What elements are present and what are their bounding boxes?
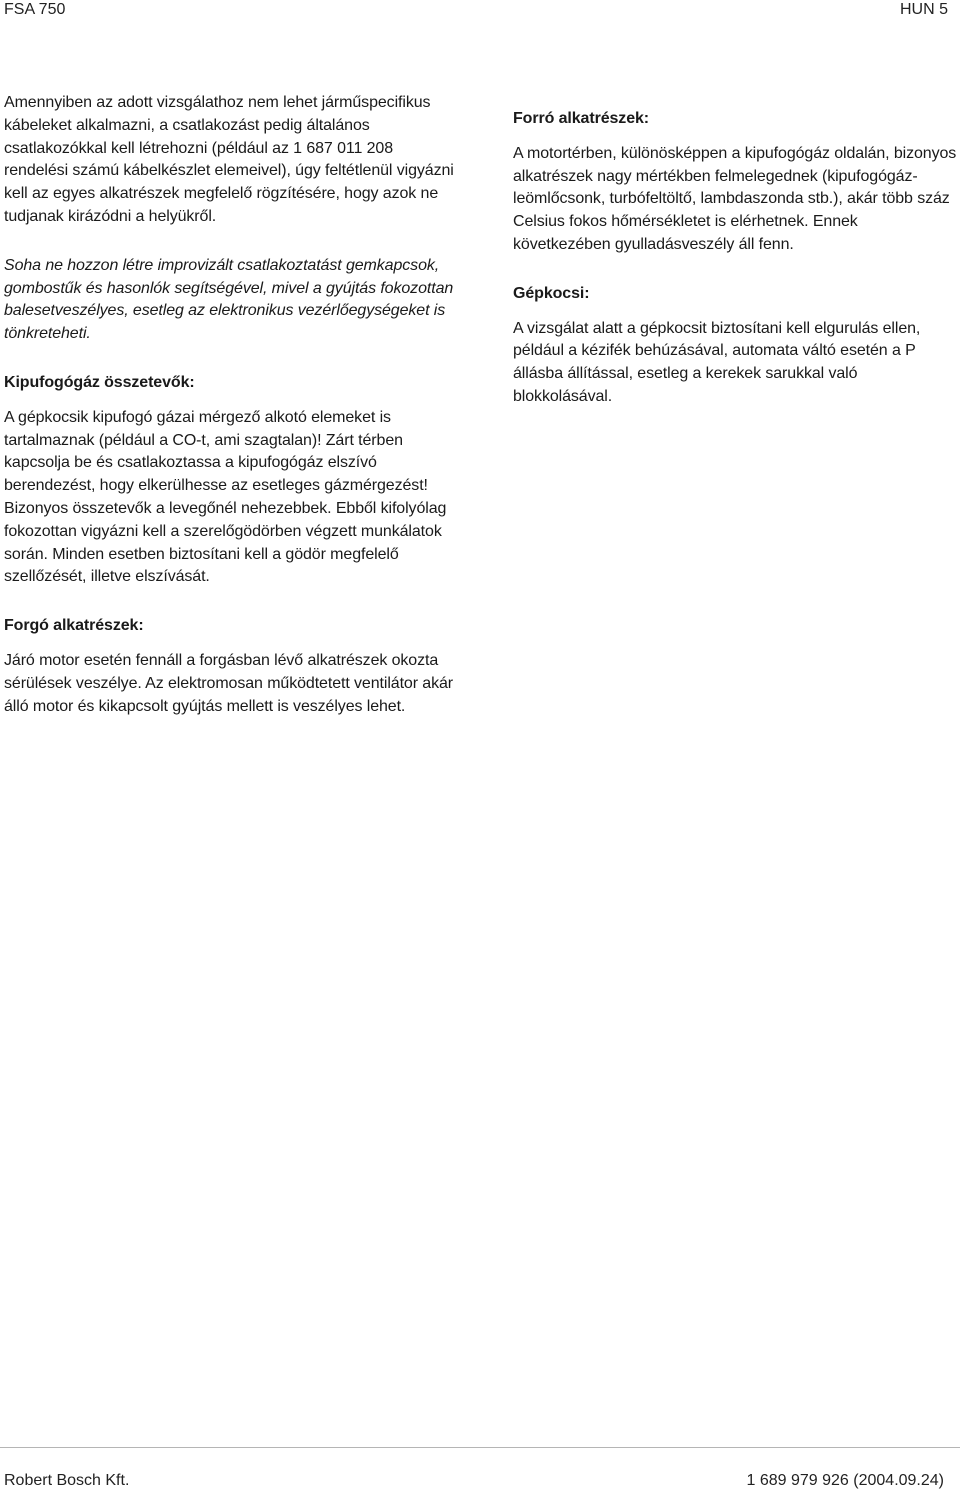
hot-parts-paragraph: A motortérben, különösképpen a kipufogógáz oldalán, bizonyos alkatrészek nagy mértékben felmelegednek (kipufogógáz-leömlőcsonk, turbófeltöltő, lambdaszonda stb.), akár több száz Celsius fokos hőmérsékletet is elérhetnek. Ennek következében gyulladásveszély áll fenn.: [513, 144, 957, 253]
exhaust-heading: Kipufogógáz összetevők:: [4, 373, 195, 391]
vehicle-heading: Gépkocsi:: [513, 284, 590, 302]
rotating-parts-paragraph: Járó motor esetén fennáll a forgásban lévő alkatrészek okozta sérülések veszélye. Az elektromosan működtetett ventilátor akár álló motor és kikapcsolt gyújtás mellett is veszélyes lehet.: [4, 651, 454, 715]
left-column: [4, 92, 454, 744]
footer-divider: [0, 1447, 960, 1448]
footer-document-number: 1 689 979 926 (2004.09.24): [746, 1472, 944, 1489]
exhaust-paragraph: A gépkocsik kipufogó gázai mérgező alkotó elemeket is tartalmaznak (például a CO-t, ami szagtalan)! Zárt térben kapcsolja be és csatlakoztassa a kipufogógáz elszívó berendezést, hogy elkerülhesse az esetleges gázmérgezést! Bizonyos összetevők a levegőnél nehezebbek. Ebből kifolyólag fokozottan vigyázni kell a szerelőgödörben végzett munkálatok során. Minden esetben biztosítani kell a gödör megfelelő szellőzését, illetve elszívását.: [4, 408, 447, 586]
right-column: [513, 108, 958, 435]
footer-company: Robert Bosch Kft.: [4, 1472, 130, 1489]
vehicle-paragraph: A vizsgálat alatt a gépkocsit biztosítani kell elgurulás ellen, például a kézifék behúzásával, automata váltó esetén a P állásba állítással, esetleg a kerekek sarukkal való blokkolásával.: [513, 319, 921, 405]
warning-paragraph: Soha ne hozzon létre improvizált csatlakoztatást gemkapcsok, gombostűk és hasonlók segítségével, mivel a gyújtás fokozottan balesetveszélyes, esetleg az elektronikus vezérlőegységeket is tönkreteheti.: [4, 256, 454, 343]
header-model: FSA 750: [4, 1, 66, 18]
header-page-number: HUN 5: [899, 1, 948, 18]
rotating-parts-heading: Forgó alkatrészek:: [4, 617, 144, 635]
hot-parts-heading: Forró alkatrészek:: [513, 110, 650, 127]
intro-paragraph: Amennyiben az adott vizsgálathoz nem lehet járműspecifikus kábeleket alkalmazni, a csatlakozást pedig általános csatlakozókkal kell létrehozni (például az 1 687 011 208 rendelési számú kábelkészlet elemeivel), úgy feltétlenül vigyázni kell az egyes alkatrészek megfelelő rögzítésére, hogy azok ne tudjanak kirázódni a helyükről.: [4, 94, 454, 225]
